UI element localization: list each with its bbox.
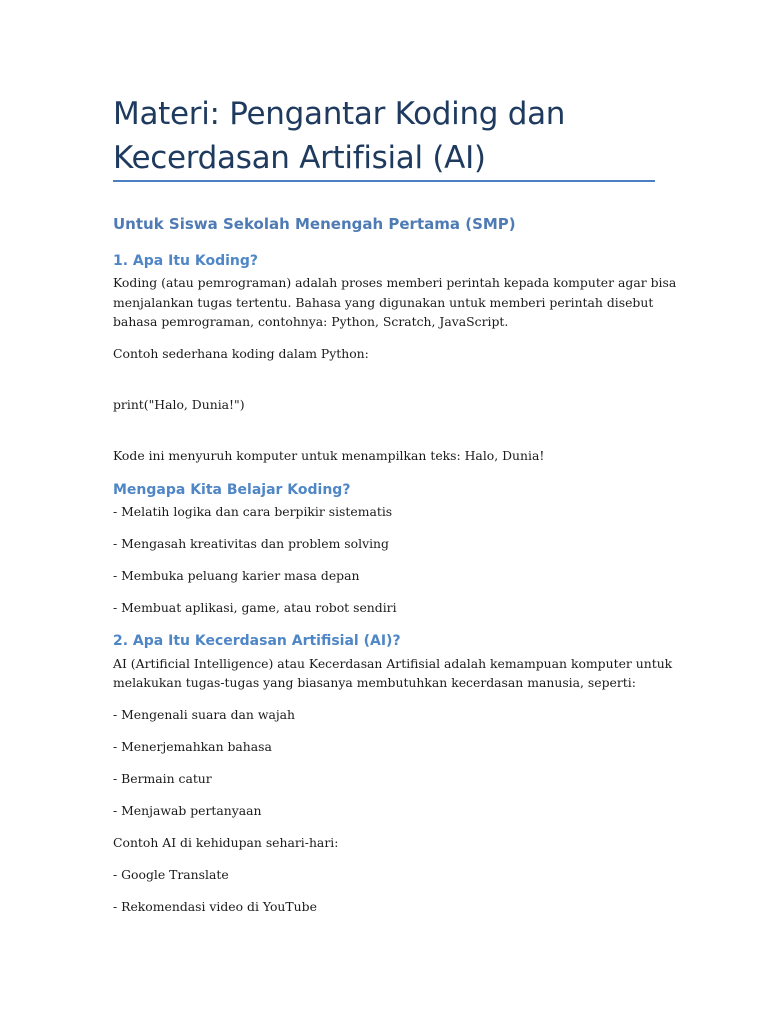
list-item: - Bermain catur: [113, 771, 212, 786]
list-item: - Mengasah kreativitas dan problem solving: [113, 536, 389, 551]
section1-intro-line: menjalankan tugas tertentu. Bahasa yang digunakan untuk memberi perintah disebut: [113, 295, 654, 310]
section2-intro-line: AI (Artificial Intelligence) atau Kecerdasan Artifisial adalah kemampuan komputer untuk: [113, 656, 673, 671]
why-coding-heading: Mengapa Kita Belajar Koding?: [113, 482, 351, 498]
list-item: - Membuat aplikasi, game, atau robot sendiri: [113, 600, 397, 615]
list-item: - Melatih logika dan cara berpikir sistematis: [113, 504, 393, 519]
list-item: - Membuka peluang karier masa depan: [113, 568, 360, 583]
document-subtitle: Untuk Siswa Sekolah Menengah Pertama (SMP): [113, 215, 516, 233]
list-item: - Menjawab pertanyaan: [113, 803, 262, 818]
section1-intro-line: Koding (atau pemrograman) adalah proses memberi perintah kepada komputer agar bisa: [113, 275, 677, 290]
document-title: Materi: Pengantar Koding dan Kecerdasan Artifisial (AI): [113, 96, 566, 176]
code-explanation: Kode ini menyuruh komputer untuk menampilkan teks: Halo, Dunia!: [113, 448, 545, 463]
list-item: - Menerjemahkan bahasa: [113, 739, 272, 754]
section1-intro-line: bahasa pemrograman, contohnya: Python, Scratch, JavaScript.: [113, 314, 509, 329]
ai-examples-label: Contoh AI di kehidupan sehari-hari:: [113, 835, 339, 850]
title-divider: [113, 180, 655, 182]
python-example-label: Contoh sederhana koding dalam Python:: [113, 346, 369, 361]
list-item: - Rekomendasi video di YouTube: [113, 899, 317, 914]
list-item: - Google Translate: [113, 867, 229, 882]
section2-intro-line: melakukan tugas-tugas yang biasanya membutuhkan kecerdasan manusia, seperti:: [113, 675, 636, 690]
list-item: - Mengenali suara dan wajah: [113, 707, 296, 722]
section1-heading: 1. Apa Itu Koding?: [113, 253, 259, 269]
python-code-sample: print("Halo, Dunia!"): [113, 397, 245, 412]
section2-heading: 2. Apa Itu Kecerdasan Artifisial (AI)?: [113, 633, 401, 649]
